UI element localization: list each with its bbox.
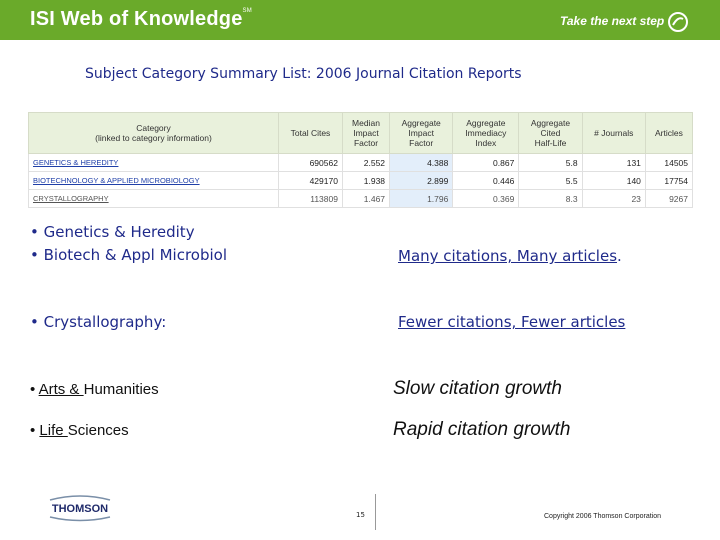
table-row [29,154,693,172]
column-header: Median Impact Factor [342,113,389,154]
table-cell: 0.446 [453,172,519,190]
table-cell: 429170 [279,172,343,190]
category-link[interactable]: BIOTECHNOLOGY & APPLIED MICROBIOLOGY [29,172,279,190]
page-number: 15 [356,511,365,519]
table-cell: 14505 [645,154,692,172]
life-bullet: • [30,422,40,439]
column-header: Articles [645,113,692,154]
table-header-row [29,113,693,154]
fewer-citations-text: Fewer citations, Fewer articles [398,313,626,331]
table-cell: 113809 [279,190,343,208]
table-cell: 131 [582,154,645,172]
column-header: Aggregate Impact Factor [390,113,453,154]
swirl-logo-icon [668,12,688,32]
table-cell: 8.3 [519,190,582,208]
category-table [28,112,693,208]
slide-title: Subject Category Summary List: 2006 Journal Citation Reports [85,66,522,82]
isi-logo [30,8,252,31]
bullet-crystallography: • Crystallography: [30,313,167,331]
table-cell: 9267 [645,190,692,208]
table-cell: 690562 [279,154,343,172]
table-cell: 140 [582,172,645,190]
table-cell: 2.552 [342,154,389,172]
category-table-screenshot [28,112,693,208]
table-cell: 1.796 [390,190,453,208]
bullet-biotech: • Biotech & Appl Microbiol [30,246,227,264]
life-underlined: Life [39,422,68,439]
slow-growth-text: Slow citation growth [393,378,562,399]
logo-text: ISI Web of Knowledge [30,8,243,30]
table-row [29,172,693,190]
column-header: Category (linked to category information) [29,113,279,154]
arts-underlined: Arts & [38,381,84,398]
logo-trademark: SM [242,8,252,14]
table-cell: 0.369 [453,190,519,208]
thomson-logo-text: THOMSON [51,503,109,515]
table-cell: 5.8 [519,154,582,172]
bullet-arts-humanities [30,381,159,398]
bullet-genetics: • Genetics & Heredity [30,223,195,241]
copyright: Copyright 2006 Thomson Corporation [544,513,661,520]
category-link[interactable]: CRYSTALLOGRAPHY [29,190,279,208]
table-cell: 23 [582,190,645,208]
column-header: # Journals [582,113,645,154]
arts-bullet: • [30,381,39,398]
life-rest: Sciences [67,422,129,439]
arts-rest: Humanities [83,381,159,398]
rapid-growth-text: Rapid citation growth [393,419,571,440]
table-cell: 0.867 [453,154,519,172]
column-header: Aggregate Cited Half-Life [519,113,582,154]
table-cell: 2.899 [390,172,453,190]
category-link[interactable]: GENETICS & HEREDITY [29,154,279,172]
column-header: Total Cites [279,113,343,154]
bullet-life-sciences [30,422,129,439]
table-cell: 1.467 [342,190,389,208]
thomson-logo [32,494,128,524]
many-citations-text [398,247,622,265]
table-row [29,190,693,208]
table-cell: 1.938 [342,172,389,190]
tagline: Take the next step [560,14,665,28]
table-cell: 5.5 [519,172,582,190]
many-citations-link: Many citations, Many articles [398,247,618,265]
table-cell: 4.388 [390,154,453,172]
many-citations-period: . [617,247,622,265]
table-cell: 17754 [645,172,692,190]
footer-divider [375,494,376,530]
header-banner [0,0,720,40]
column-header: Aggregate Immediacy Index [453,113,519,154]
